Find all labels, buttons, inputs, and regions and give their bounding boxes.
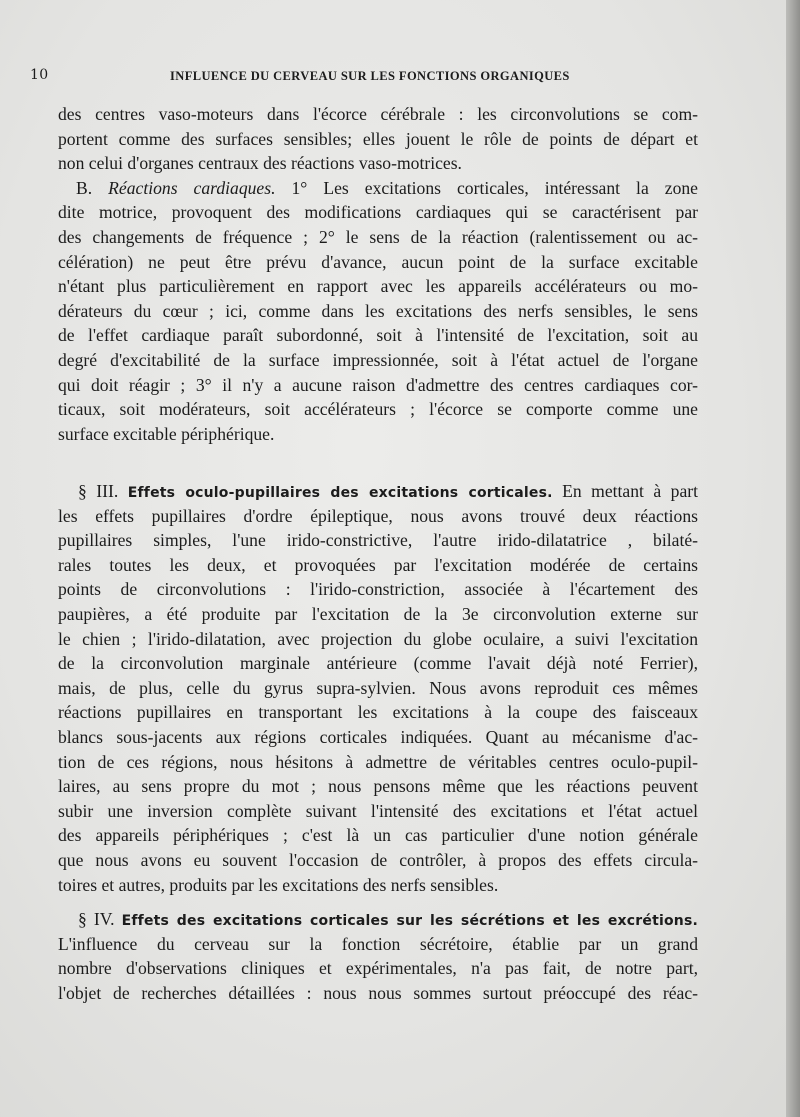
- text-line: les effets pupillaires d'ordre épileptique, nous avons trouvé deux réactions: [58, 505, 698, 526]
- text-line: surface excitable périphérique.: [58, 423, 275, 444]
- text-line: points de circonvolutions : l'irido-constriction, associée à l'écartement des: [58, 579, 698, 600]
- section-4-number: § IV.: [78, 909, 115, 929]
- paragraph-b-first-line: [58, 176, 698, 201]
- section-4-heading: Effets des excitations corticales sur les sécrétions et les excrétions.: [121, 913, 698, 929]
- text-line: ticaux, soit modérateurs, soit accélérateurs ; l'écorce se comporte comme une: [58, 399, 698, 420]
- section-4: [58, 907, 698, 1005]
- text-line: toires et autres, produits par les excitations des nerfs sensibles.: [58, 874, 499, 895]
- text-line: pupillaires simples, l'une irido-constrictive, l'autre irido-dilatatrice , bilaté-: [58, 530, 698, 551]
- text-block-1: [58, 102, 698, 446]
- section-4-first-line: [58, 907, 698, 932]
- text-line: l'objet de recherches détaillées : nous nous sommes surtout préoccupé des réac-: [58, 982, 698, 1003]
- text-line: paupières, a été produite par l'excitation de la 3e circonvolution externe sur: [58, 603, 698, 624]
- section-3-lead: En mettant à part: [562, 481, 699, 501]
- text-line: non celui d'organes centraux des réactions vaso-motrices.: [58, 153, 462, 174]
- page-number: 10: [30, 67, 49, 83]
- text-line: mais, de plus, celle du gyrus supra-sylvien. Nous avons reproduit ces mêmes: [58, 677, 698, 698]
- paragraph-b-lead: 1° Les excitations corticales, intéressant la zone: [291, 177, 698, 198]
- text-line: réactions pupillaires en transportant les excitations à la coupe des faisceaux: [58, 702, 698, 723]
- text-line: subir une inversion complète suivant l'intensité des excitations et l'état actuel: [58, 800, 698, 821]
- text-line: dérateurs du cœur ; ici, comme dans les excitations des nerfs sensibles, le sens: [58, 300, 698, 321]
- text-line: L'influence du cerveau sur la fonction sécrétoire, établie par un grand: [58, 933, 698, 954]
- text-line: portent comme des surfaces sensibles; elles jouent le rôle de points de départ et: [58, 128, 698, 149]
- section-3-number: § III.: [78, 481, 119, 501]
- page-edge-shadow: [786, 0, 800, 1117]
- text-line: n'étant plus particulièrement en rapport avec les appareils accélérateurs ou mo-: [58, 276, 698, 297]
- text-line: des centres vaso-moteurs dans l'écorce cérébrale : les circonvolutions se com-: [58, 104, 698, 124]
- text-line: dite motrice, provoquent des modifications cardiaques qui se caractérisent par: [58, 202, 698, 223]
- text-line: de la circonvolution marginale antérieure (comme l'avait déjà noté Ferrier),: [58, 653, 698, 674]
- text-line: laires, au sens propre du mot ; nous pensons même que les réactions peuvent: [58, 776, 698, 797]
- text-line: degré d'excitabilité de la surface impressionnée, soit à l'état actuel de l'organe: [58, 349, 698, 370]
- text-line: des appareils périphériques ; c'est là un cas particulier d'une notion générale: [58, 825, 698, 846]
- text-line: blancs sous-jacents aux régions corticales indiquées. Quant au mécanisme d'ac-: [58, 726, 698, 747]
- section-3-heading: Effets oculo-pupillaires des excitations corticales.: [127, 485, 553, 501]
- section-3-first-line: [58, 479, 698, 504]
- text-line: nombre d'observations cliniques et expérimentales, n'a pas fait, de notre part,: [58, 958, 698, 979]
- running-title: INFLUENCE DU CERVEAU SUR LES FONCTIONS ORGANIQUES: [170, 69, 570, 83]
- text-line: le chien ; l'irido-dilatation, avec projection du globe oculaire, a suivi l'excitation: [58, 628, 698, 649]
- section-3: [58, 479, 698, 897]
- text-line: des changements de fréquence ; 2° le sens de la réaction (ralentissement ou ac-: [58, 226, 698, 247]
- text-line: que nous avons eu souvent l'occasion de contrôler, à propos des effets circula-: [58, 849, 698, 870]
- text-line: rales toutes les deux, et provoquées par l'excitation modérée de certains: [58, 554, 698, 575]
- text-line: de l'effet cardiaque paraît subordonné, soit à l'intensité de l'excitation, soit au: [58, 325, 698, 346]
- paragraph-b-label: B.: [76, 177, 93, 198]
- text-line: tion de ces régions, nous hésitons à admettre de véritables centres oculo-pupil-: [58, 751, 698, 772]
- running-header: [30, 67, 730, 89]
- text-line: qui doit réagir ; 3° il n'y a aucune raison d'admettre des centres cardiaques cor-: [58, 374, 698, 395]
- text-line: célération) ne peut être prévu d'avance, aucun point de la surface excitable: [58, 251, 698, 272]
- paragraph-b-title: Réactions cardiaques.: [108, 177, 276, 198]
